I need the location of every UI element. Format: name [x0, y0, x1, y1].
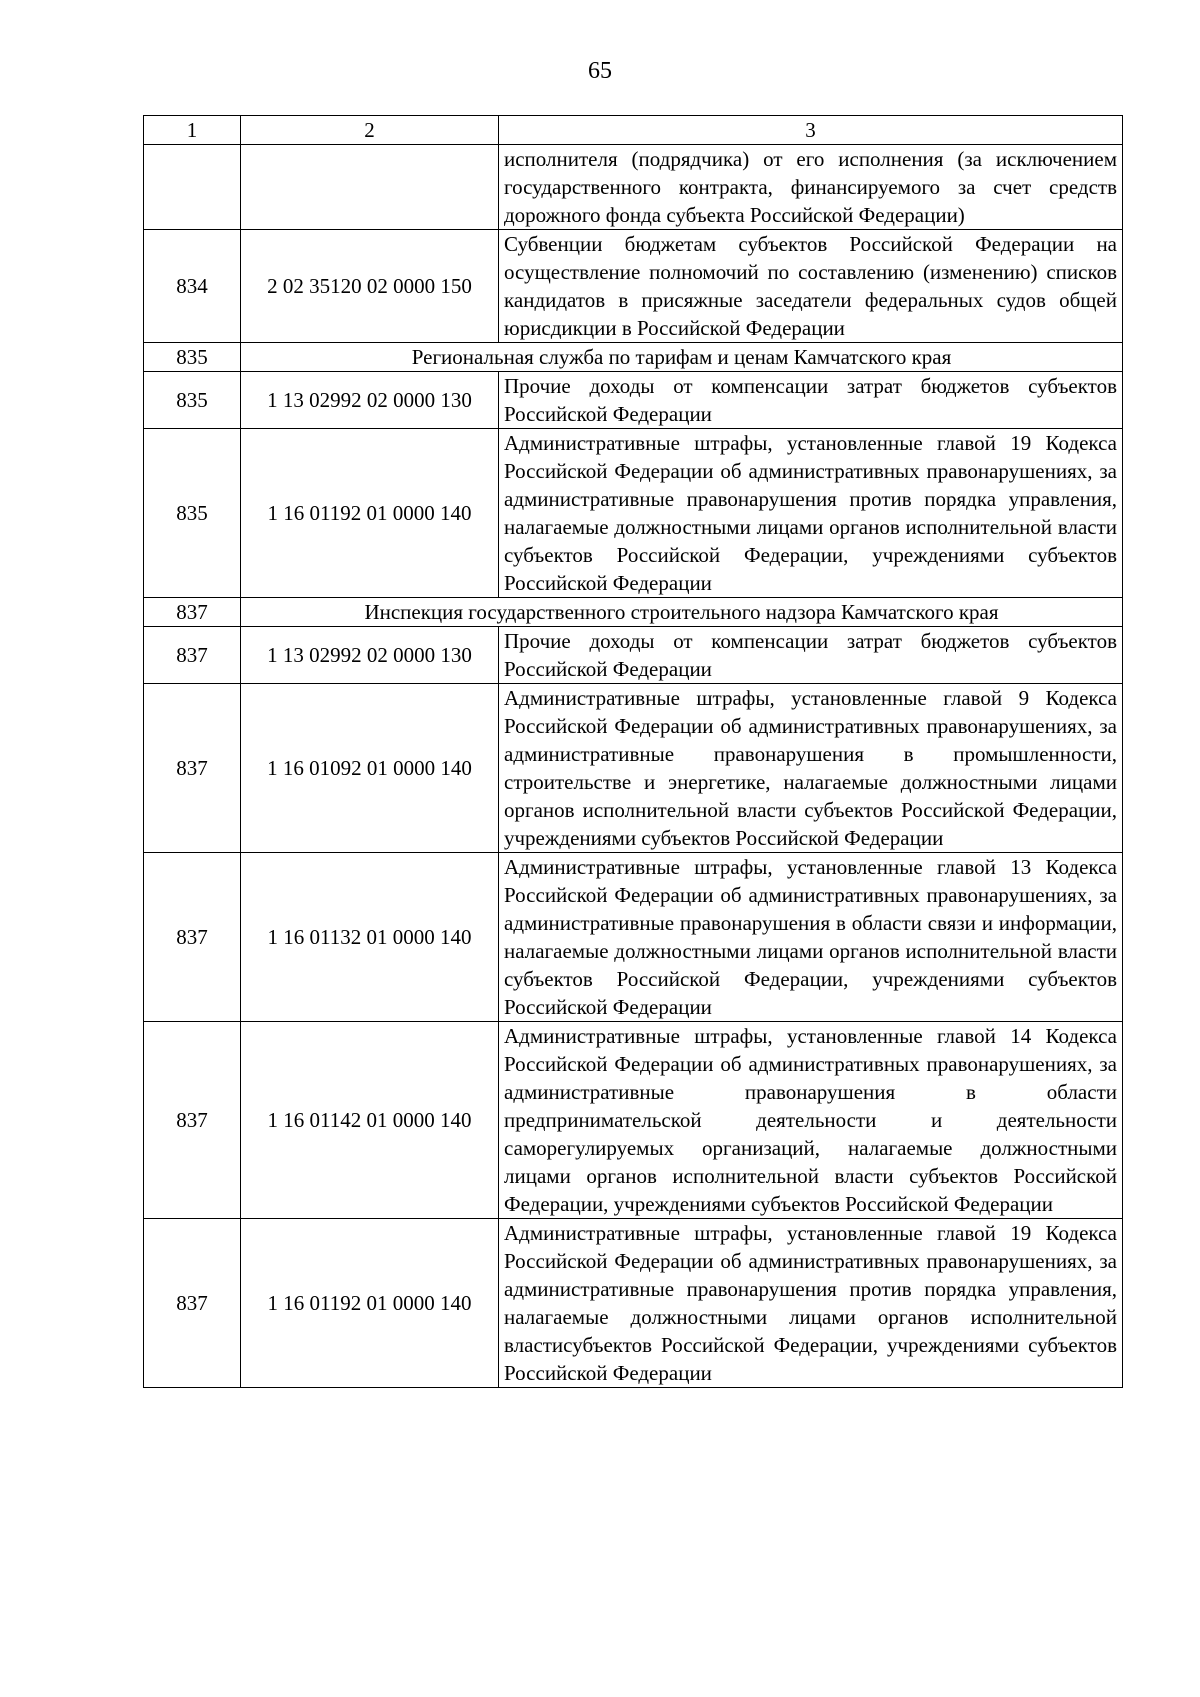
table-row	[144, 684, 1123, 853]
revenue-code-cell	[241, 145, 499, 230]
revenue-code-cell: 1 16 01092 01 0000 140	[241, 684, 499, 853]
revenue-description-cell: Субвенции бюджетам субъектов Российской Федерации на осуществление полномочий по составлению (изменению) списков кандидатов в присяжные заседатели федеральных судов общей юрисдикции в Российской Федерации	[499, 230, 1123, 343]
revenue-code-cell: 1 16 01192 01 0000 140	[241, 429, 499, 598]
table-row	[144, 230, 1123, 343]
administrator-name: Инспекция государственного строительного надзора Камчатского края	[241, 598, 1123, 627]
revenue-code-cell: 1 16 01132 01 0000 140	[241, 853, 499, 1022]
table-row	[144, 853, 1123, 1022]
admin-code-cell: 835	[144, 343, 241, 372]
administrator-header-row	[144, 598, 1123, 627]
administrator-name: Региональная служба по тарифам и ценам Камчатского края	[241, 343, 1123, 372]
table-row	[144, 1219, 1123, 1388]
admin-code-cell: 837	[144, 1022, 241, 1219]
admin-code-cell: 837	[144, 684, 241, 853]
revenue-description-cell: Прочие доходы от компенсации затрат бюджетов субъектов Российской Федерации	[499, 372, 1123, 429]
admin-code-cell: 835	[144, 429, 241, 598]
admin-code-cell: 837	[144, 853, 241, 1022]
table-row	[144, 627, 1123, 684]
table-row	[144, 145, 1123, 230]
revenue-description-cell: Прочие доходы от компенсации затрат бюджетов субъектов Российской Федерации	[499, 627, 1123, 684]
revenue-code-cell: 1 13 02992 02 0000 130	[241, 372, 499, 429]
revenue-code-cell: 2 02 35120 02 0000 150	[241, 230, 499, 343]
administrator-header-row	[144, 343, 1123, 372]
admin-code-cell: 834	[144, 230, 241, 343]
revenue-description-cell: Административные штрафы, установленные главой 19 Кодекса Российской Федерации об административных правонарушениях, за административные правонарушения против порядка управления, налагаемые должностными лицами органов исполнительной властисубъектов Российской Федерации, учреждениями субъектов Российской Федерации	[499, 1219, 1123, 1388]
revenue-description-cell: Административные штрафы, установленные главой 14 Кодекса Российской Федерации об административных правонарушениях, за административные правонарушения в области предпринимательской деятельности и деятельности саморегулируемых организаций, налагаемые должностными лицами органов исполнительной власти субъектов Российской Федерации, учреждениями субъектов Российской Федерации	[499, 1022, 1123, 1219]
page-number: 65	[588, 58, 612, 84]
column-header: 3	[499, 116, 1123, 145]
admin-code-cell	[144, 145, 241, 230]
table-row	[144, 1022, 1123, 1219]
table-row	[144, 372, 1123, 429]
admin-code-cell: 835	[144, 372, 241, 429]
column-header: 2	[241, 116, 499, 145]
table-row	[144, 429, 1123, 598]
revenue-description-cell: Административные штрафы, установленные главой 9 Кодекса Российской Федерации об административных правонарушениях, за административные правонарушения в промышленности, строительстве и энергетике, налагаемые должностными лицами органов исполнительной власти субъектов Российской Федерации, учреждениями субъектов Российской Федерации	[499, 684, 1123, 853]
revenue-code-cell: 1 13 02992 02 0000 130	[241, 627, 499, 684]
revenue-code-cell: 1 16 01142 01 0000 140	[241, 1022, 499, 1219]
revenue-description-cell: Административные штрафы, установленные главой 19 Кодекса Российской Федерации об административных правонарушениях, за административные правонарушения против порядка управления, налагаемые должностными лицами органов исполнительной власти субъектов Российской Федерации, учреждениями субъектов Российской Федерации	[499, 429, 1123, 598]
admin-code-cell: 837	[144, 627, 241, 684]
admin-code-cell: 837	[144, 598, 241, 627]
revenue-code-cell: 1 16 01192 01 0000 140	[241, 1219, 499, 1388]
revenue-codes-table	[143, 115, 1123, 1388]
table-header-row	[144, 116, 1123, 145]
revenue-description-cell: Административные штрафы, установленные главой 13 Кодекса Российской Федерации об административных правонарушениях, за административные правонарушения в области связи и информации, налагаемые должностными лицами органов исполнительной власти субъектов Российской Федерации, учреждениями субъектов Российской Федерации	[499, 853, 1123, 1022]
revenue-description-cell: исполнителя (подрядчика) от его исполнения (за исключением государственного контракта, финансируемого за счет средств дорожного фонда субъекта Российской Федерации)	[499, 145, 1123, 230]
column-header: 1	[144, 116, 241, 145]
admin-code-cell: 837	[144, 1219, 241, 1388]
